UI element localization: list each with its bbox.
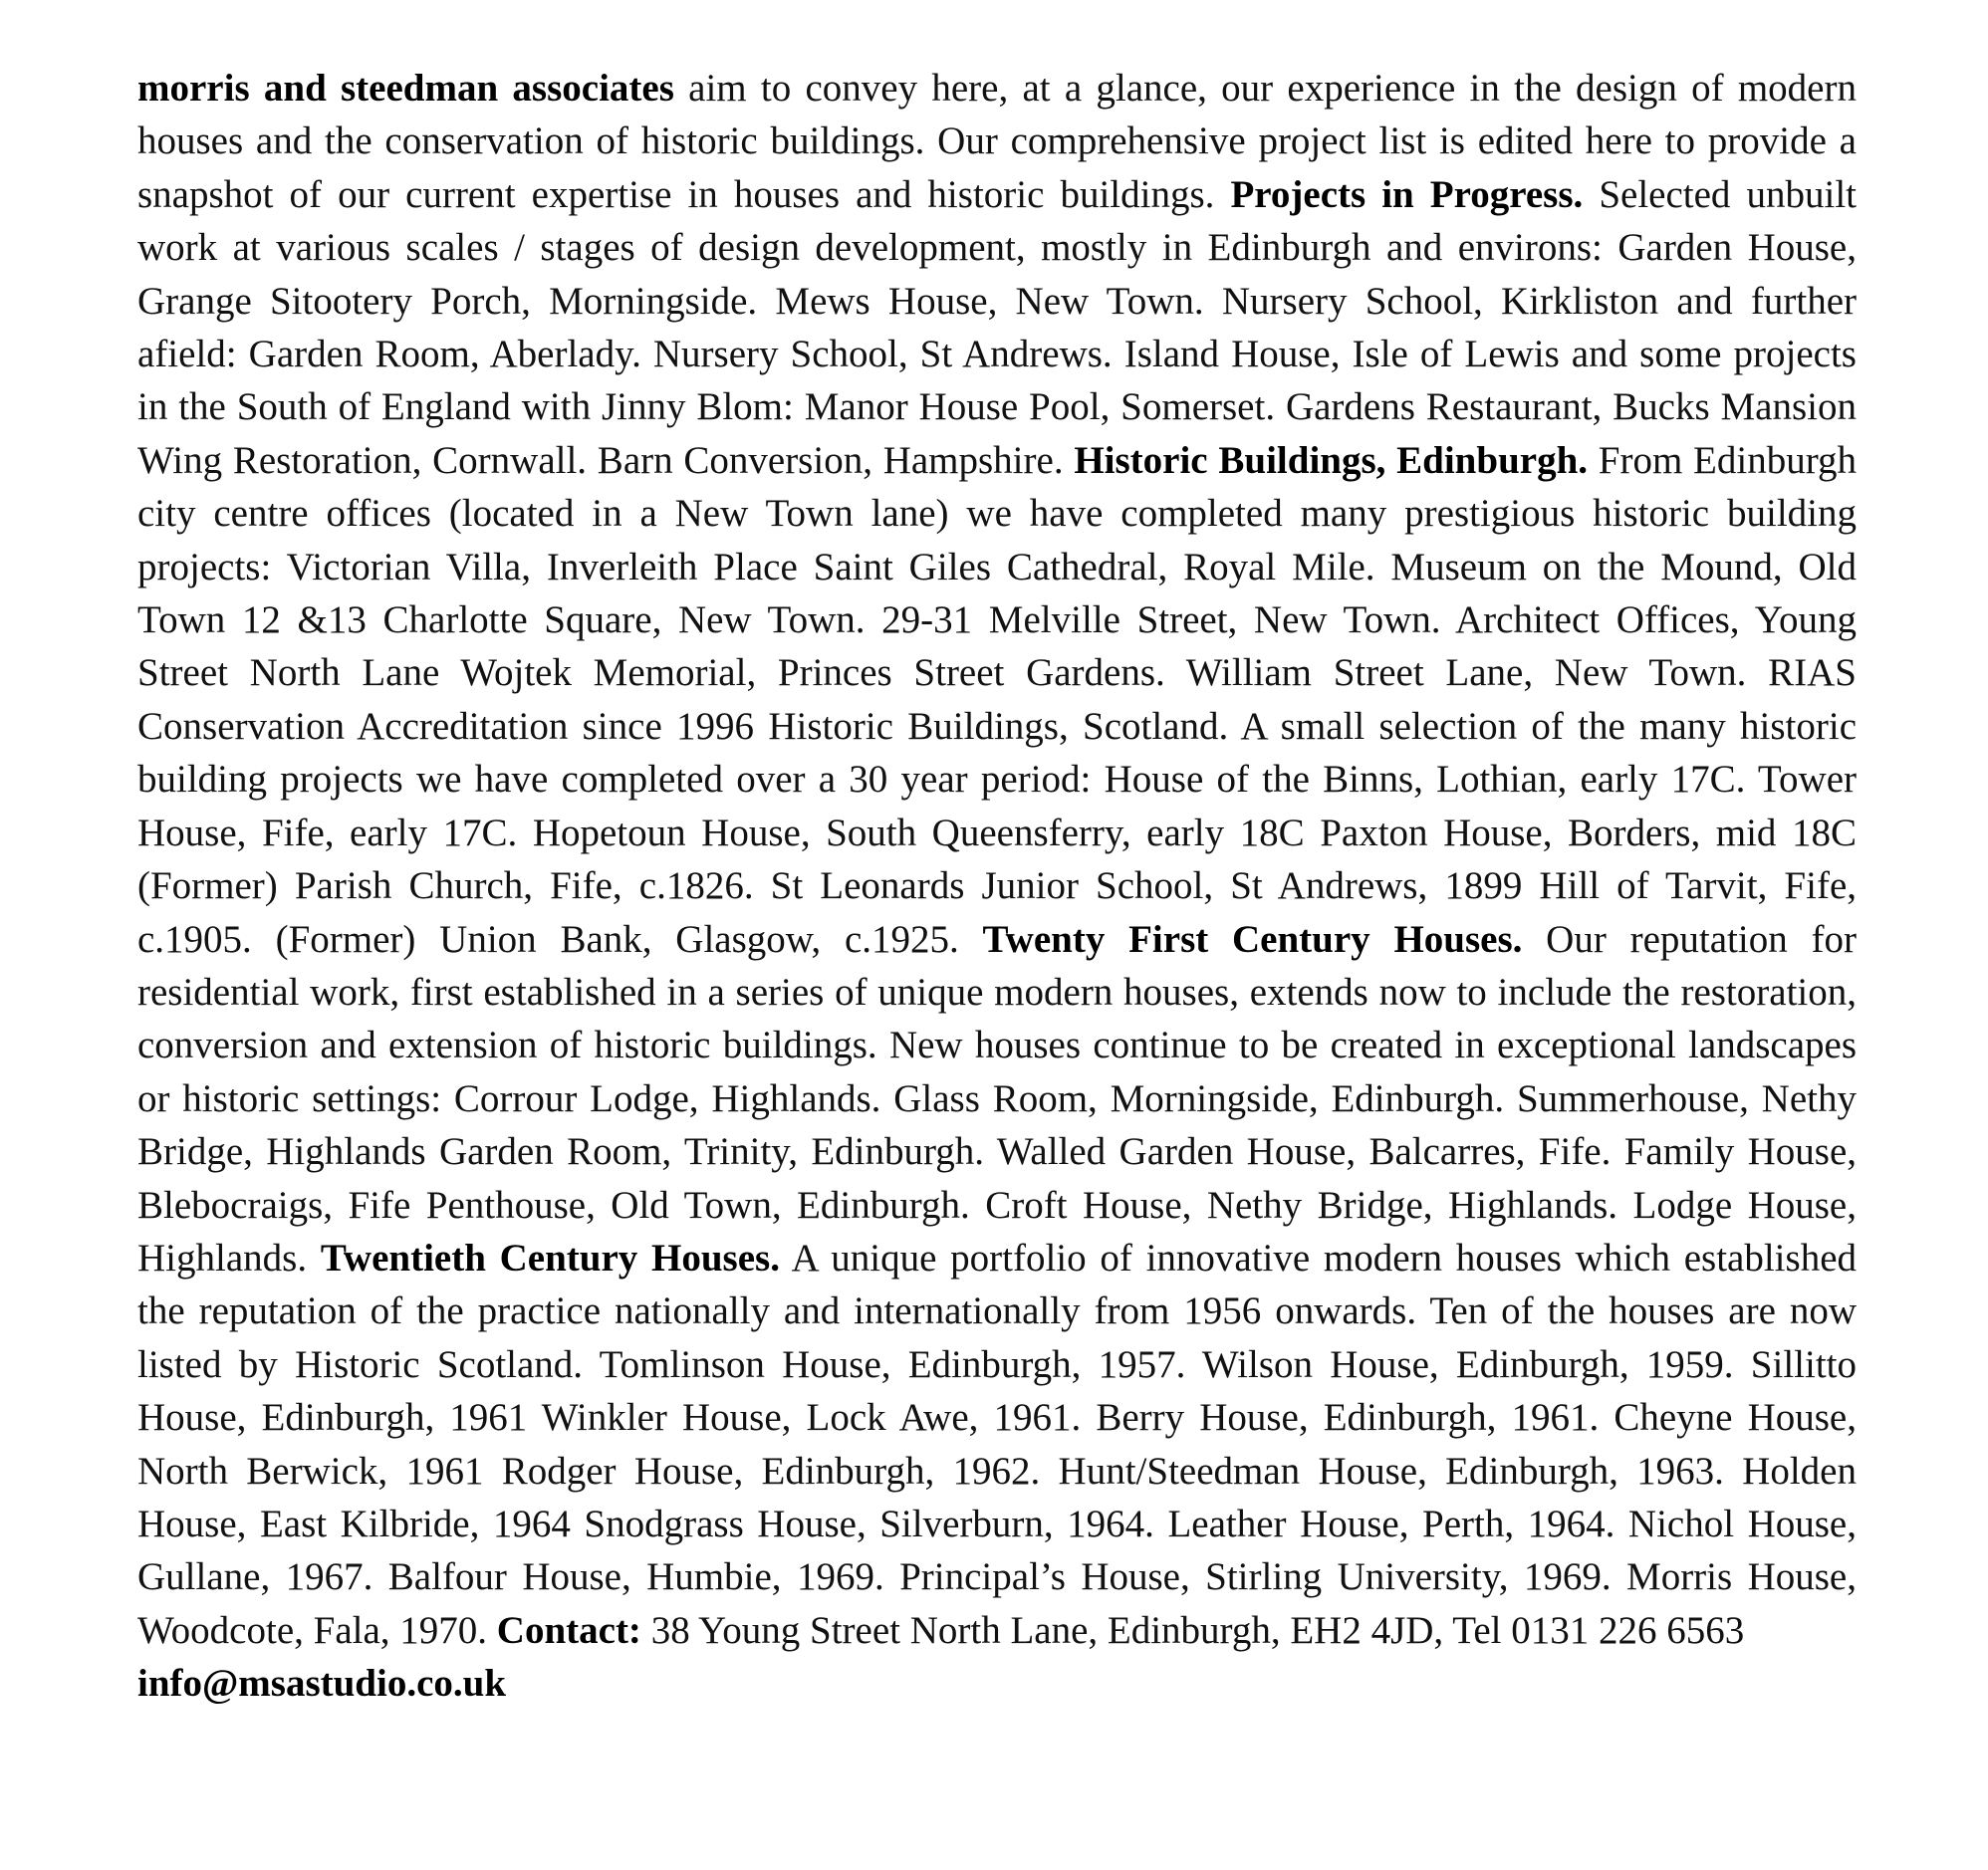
contact-address: 38 Young Street North Lane, Edinburgh, EH2 4JD, Tel 0131 226 6563 — [640, 1608, 1745, 1652]
contact-email[interactable]: info@msastudio.co.uk — [137, 1662, 507, 1706]
heading-projects-in-progress: Projects in Progress. — [1230, 172, 1584, 216]
heading-twenty-first-century-houses: Twenty First Century Houses. — [982, 917, 1523, 961]
twenty-first-century-text: Our reputation for residential work, first established in a series of unique modern houses, extends now to include the restoration, conversion and extension of historic buildings. New houses continue to be created in exceptional landscapes or historic settings: Corrour Lodge, Highlands. Glass Room, Morningside, Edinburgh. Summerhouse, Nethy Bridge, Highlands Garden Room, Trinity, Edinburgh. Walled Garden House, Balcarres, Fife. Family House, Blebocraigs, Fife Penthouse, Old Town, Edinburgh. Croft House, Nethy Bridge, Highlands. Lodge House, Highlands. — [137, 917, 1857, 1280]
practice-profile-text — [137, 62, 1857, 1711]
heading-twentieth-century-houses: Twentieth Century Houses. — [320, 1236, 780, 1280]
historic-buildings-text: From Edinburgh city centre offices (located in a New Town lane) we have completed many prestigious historic building projects: Victorian Villa, Inverleith Place Saint Giles Cathedral, Royal Mile. Museum on the Mound, Old Town 12 &13 Charlotte Square, New Town. 29-31 Melville Street, New Town. Architect Offices, Young Street North Lane Wojtek Memorial, Princes Street Gardens. William Street Lane, New Town. RIAS Conservation Accreditation since 1996 Historic Buildings, Scotland. A small selection of the many historic building projects we have completed over a 30 year period: House of the Binns, Lothian, early 17C. Tower House, Fife, early 17C. Hopetoun House, South Queensferry, early 18C Paxton House, Borders, mid 18C (Former) Parish Church, Fife, c.1826. St Leonards Junior School, St Andrews, 1899 Hill of Tarvit, Fife, c.1905. (Former) Union Bank, Glasgow, c.1925. — [137, 438, 1857, 961]
heading-contact: Contact: — [496, 1608, 641, 1652]
heading-historic-buildings-edinburgh: Historic Buildings, Edinburgh. — [1074, 438, 1589, 482]
projects-in-progress-text: Selected unbuilt work at various scales / stages of design development, mostly in Edinburgh and environs: Garden House, Grange Sitootery Porch, Morningside. Mews House, New Town. Nursery School, Kirkliston and further afield: Garden Room, Aberlady. Nursery School, St Andrews. Island House, Isle of Lewis and some projects in the South of England with Jinny Blom: Manor House Pool, Somerset. Gardens Restaurant, Bucks Mansion Wing Restoration, Cornwall. Barn Conversion, Hampshire. — [137, 172, 1857, 482]
brand-name: morris and steedman associates — [137, 67, 674, 110]
twentieth-century-text: A unique portfolio of innovative modern houses which established the reputation of the practice nationally and internationally from 1956 onwards. Ten of the houses are now listed by Historic Scotland. Tomlinson House, Edinburgh, 1957. Wilson House, Edinburgh, 1959. Sillitto House, Edinburgh, 1961 Winkler House, Lock Awe, 1961. Berry House, Edinburgh, 1961. Cheyne House, North Berwick, 1961 Rodger House, Edinburgh, 1962. Hunt/Steedman House, Edinburgh, 1963. Holden House, East Kilbride, 1964 Snodgrass House, Silverburn, 1964. Leather House, Perth, 1964. Nichol House, Gullane, 1967. Balfour House, Humbie, 1969. Principal’s House, Stirling University, 1969. Morris House, Woodcote, Fala, 1970. — [137, 1236, 1858, 1652]
intro-text: aim to convey here, at a glance, our experience in the design of modern houses and the conservation of historic buildings. Our comprehensive project list is edited here to provide a snapshot of our current expertise in houses and historic buildings. — [137, 67, 1857, 216]
